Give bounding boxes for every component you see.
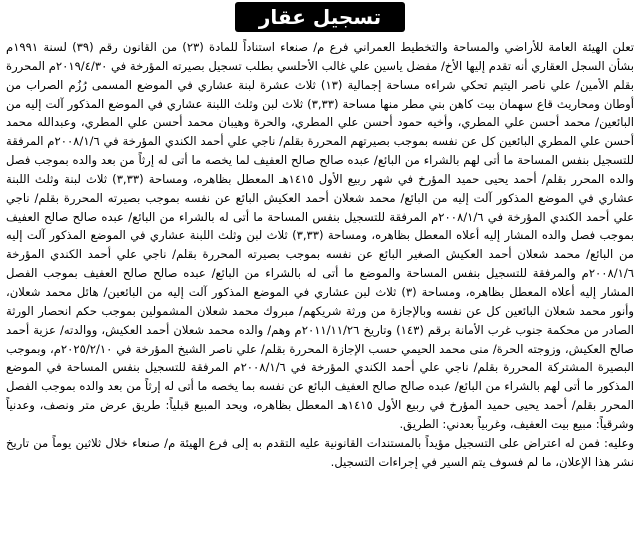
notice-body-paragraph: تعلن الهيئة العامة للأراضي والمساحة والتخطيط العمراني فرع م/ صنعاء استناداً للمادة (٢٣) من القانون رقم (٣٩) لسنة ١٩٩١م بشأن السجل العقاري أنه تقدم إليها الأخ/ مفضل ياسين علي غالب الأحلسي بطلب تسجيل بصيرته المؤرخة في ٢٠١٩/٤/٣٠م المحررة بقلم الأمين/ علي ناصر اليتيم تحكي شراءه مساحة إجمالية (١٣) ثلاث عشرة لبنة عشاري في الموضع المسمى رُزُم الصراب من أوطان ومحاريث قاع سهمان بيت كاهن بني مطر منها مساحة (٣,٣٣) ثلاث لبن وثلث اللبنة عشاري في الموضع المذكور آلت إليه من البائعين/ محمد أحسن علي المطري، وأخيه حمود أحسن علي المطري، والحرة وهيبان محمد أحسن علي المطري، وعبدالله محمد أحسن علي المطري البائعين كل عن نفسه بموجب بصيرتهم المحررة بقلم/ ناجي علي أحمد الكندي المؤرخة في ٢٠٠٨/١/٦م المرفقة للتسجيل بنفس المساحة ما أتى لهم بالشراء من البائع/ عبده صالح صالح العفيف لما يخصه ما أتى له إرثاً من بعد والده بموجب فصل والده المحرر بقلم/ أحمد يحيى حميد المؤرخ في شهر ربيع الأول ١٤١٥هـ المعطل بظاهره، ومساحة (٣,٣٣) ثلاث لبنة وثلث اللبنة عشاري في الموضع المذكور آلت إليه من البائع/ محمد شعلان أحمد العكيش البائع عن نفسه بموجب بصيرته المحررة بقلم/ ناجي علي أحمد الكندي المؤرخة في ٢٠٠٨/١/٦م المرفقة للتسجيل بنفس المساحة ما أتى له بالشراء من البائع/ عبده صالح صالح العفيف بموجب فصل والده المشار إليه أعلاه المعطل بظاهره، ومساحة (٣,٣٣) ثلاث لبن وثلث اللبنة عشاري في الموضع المذكور آلت إليه من البائع/ محمد شعلان أحمد العكيش الصغير البائع عن نفسه بموجب بصيرته المحررة بقلم/ ناجي علي أحمد الكندي المؤرخة ٢٠٠٨/١/٦م والمرفقة للتسجيل بنفس المساحة والموضع ما أتى له بالشراء من البائع/ عبده صالح صالح العفيف بموجب الفصل المشار إليه أعلاه المعطل بظاهره، ومساحة (٣) ثلاث لبن عشاري في الموضع المذكور آلت إليه من البائعين/ هائل محمد شعلان، وأنور محمد شعلان البائعين كل عن نفسه وبالإجازة من ورثة شريكهم/ مبروك محمد شعلان المشمولين بموجب حكم انحصار الورثة الصادر من محكمة جنوب غرب الأمانة برقم (١٤٣) وتاريخ ٢٠١١/١١/٢٦م وهم/ والده محمد شعلان أحمد العكيش، ووالدته/ عزية أحمد صالح العكيش، وزوجته الحرة/ منى محمد الحيمي حسب الإجازة المحررة بقلم/ علي ناصر الشيخ المؤرخة في ٢٠٢٥/٢/١٠م، وبموجب البصيرة المشتركة المحررة بقلم/ ناجي علي أحمد الكندي المؤرخة في ٢٠٠٨/١/٦م المرفقة للتسجيل بنفس المساحة في الموضع المذكور ما أتى لهم بالشراء من البائع/ عبده صالح صالح العفيف البائع عن نفسه بما يخصه ما أتى له إرثاً من بعد والده بموجب الفصل المحرر بقلم/ أحمد يحيى حميد المؤرخ في ربيع الأول ١٤١٥هـ المعطل بظاهره، ويحد المبيع قبلياً: طريق عرض متر ونصف، وعدنياً وشرقياً: مبيع بيت العفيف، وغربياً بعدني: الطريق. [6,40,634,431]
notice-title: تسجيل عقار [258,5,382,29]
title-banner [235,2,405,32]
notice-closing-paragraph: وعليه: فمن له اعتراض على التسجيل مؤيداً بالمستندات القانونية عليه التقدم به إلى فرع الهيئة م/ صنعاء خلال ثلاثين يوماً من تاريخ نشر هذا الإعلان، ما لم فسوف يتم السير في إجراءات التسجيل. [6,435,634,469]
notice-body [6,38,634,548]
